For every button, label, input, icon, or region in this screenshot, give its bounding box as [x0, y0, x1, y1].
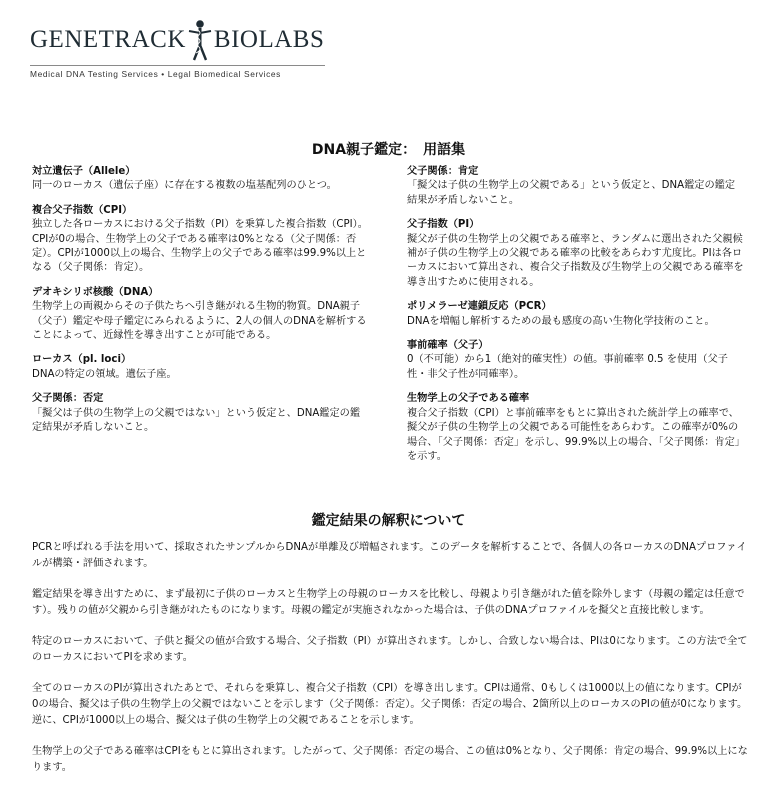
term-title: デオキシリボ核酸（DNA）: [32, 286, 159, 298]
tagline: Medical DNA Testing Services • Legal Biomedical Services: [30, 69, 281, 79]
interpretation-body: [32, 540, 748, 791]
term-title: 父子関係：肯定: [407, 166, 479, 177]
glossary-term: [32, 286, 368, 344]
term-definition: 独立した各ローカスにおける父子指数（PI）を乗算した複合指数（CPI）。CPIが0の場合、生物学上の父子である確率は0%となる（父子関係：否定）。CPIが1000以上の場合、生物学上の父子である確率は99.9%以上となる（父子関係：肯定）。: [32, 219, 368, 274]
glossary-right-column: [407, 165, 745, 474]
interpretation-paragraph: 鑑定結果を導き出すために、まず最初に子供のローカスと生物学上の母親のローカスを比較し、母親より引き継がれた値を除外します（母親の鑑定は任意です）。残りの値が父親から引き継がれたものになります。母親の鑑定が実施されなかった場合は、子供のDNAプロファイルを擬父と直接比較します。: [32, 589, 745, 616]
term-title: ポリメラーゼ連鎖反応（PCR）: [407, 301, 552, 313]
term-definition: DNAを増幅し解析するための最も感度の高い生物化学技術のこと。: [407, 315, 715, 327]
logo-text-biolabs: BIOLABS: [213, 26, 325, 53]
term-definition: 「擬父は子供の生物学上の父親ではない」という仮定と、DNA鑑定の鑑定結果が矛盾しないこと。: [32, 407, 361, 434]
term-title: 生物学上の父子である確率: [407, 393, 530, 405]
interpretation-title: 鑑定結果の解釈について: [311, 513, 466, 529]
term-definition: 擬父が子供の生物学上の父親である確率と、ランダムに選出された父親候補が子供の生物学上の父親である確率の比較をあらわす尤度比。PIは各ローカスにおいて算出され、複合父子指数及び生物学上の父親である確率を導き出すために使用される。: [407, 233, 744, 288]
glossary-term: [407, 218, 745, 290]
term-title: 複合父子指数（CPI）: [32, 204, 133, 216]
logo-text-genetrack: GENETRACK: [30, 26, 186, 53]
term-definition: 複合父子指数（CPI）と事前確率をもとに算出された統計学上の確率で、擬父が子供の生物学上の父親である可能性をあらわす。この確率が0%の場合、「父子関係：否定」を示し、99.9%以上の場合、「父子関係：肯定」を示す。: [407, 407, 745, 462]
term-title: ローカス（pl. loci）: [32, 354, 132, 366]
glossary-term: [32, 204, 368, 276]
glossary-title: DNA親子鑑定： 用語集: [311, 142, 466, 158]
glossary-term: [32, 353, 368, 382]
term-definition: 同一のローカス（遺伝子座）に存在する複数の塩基配列のひとつ。: [32, 180, 337, 192]
glossary-term: [407, 165, 745, 208]
header-divider: [30, 65, 325, 66]
term-definition: 生物学上の両親からその子供たちへ引き継がれる生物的物質。DNA親子（父子）鑑定や母子鑑定にみられるように、2人の個人のDNAを解析することによって、近縁性を導き出すことが可能である。: [32, 301, 367, 342]
term-title: 父子指数（PI）: [407, 219, 480, 231]
interpretation-paragraph: 特定のローカスにおいて、子供と擬父の値が合致する場合、父子指数（PI）が算出されます。しかし、合致しない場合は、PIは0になります。この方法で全てのローカスにおいてPIを求めます。: [32, 636, 748, 663]
glossary-term: [32, 165, 368, 194]
glossary-left-column: [32, 165, 368, 446]
term-definition: DNAの特定の領域。遺伝子座。: [32, 368, 177, 380]
term-title: 父子関係：否定: [32, 393, 104, 405]
interpretation-paragraph: 全てのローカスのPIが算出されたあとで、それらを乗算し、複合父子指数（CPI）を導き出します。CPIは通常、0もしくは1000以上の値になります。CPIが0の場合、擬父は子供の生物学上の父親ではないことを示します（父子関係：否定）。父子関係：否定の場合、2箇所以上のローカスのPIの値が0になります。逆に、CPIが1000以上の場合、擬父は子供の生物学上の父親であることを示します。: [32, 683, 748, 726]
dna-figure-icon: [187, 18, 213, 62]
company-logo: [30, 18, 324, 62]
term-title: 事前確率（父子）: [407, 340, 489, 352]
header: [30, 10, 330, 85]
glossary-term: [32, 392, 368, 435]
term-definition: 「擬父は子供の生物学上の父親である」という仮定と、DNA鑑定の鑑定結果が矛盾しないこと。: [407, 180, 736, 206]
term-definition: 0（不可能）から1（絶対的確実性）の値。事前確率 0.5 を使用（父子性・非父子性が同確率）。: [407, 354, 728, 380]
term-title: 対立遺伝子（Allele）: [32, 166, 136, 177]
interpretation-paragraph: 生物学上の父子である確率はCPIをもとに算出されます。したがって、父子関係：否定の場合、この値は0%となり、父子関係：肯定の場合、99.9%以上になります。: [32, 746, 748, 773]
interpretation-paragraph: PCRと呼ばれる手法を用いて、採取されたサンプルからDNAが単離及び増幅されます。このデータを解析することで、各個人の各ローカスのDNAプロファイルが構築・評価されます。: [32, 542, 747, 569]
glossary-term: [407, 339, 745, 382]
glossary-term: [407, 300, 745, 329]
glossary-term: [407, 392, 745, 464]
